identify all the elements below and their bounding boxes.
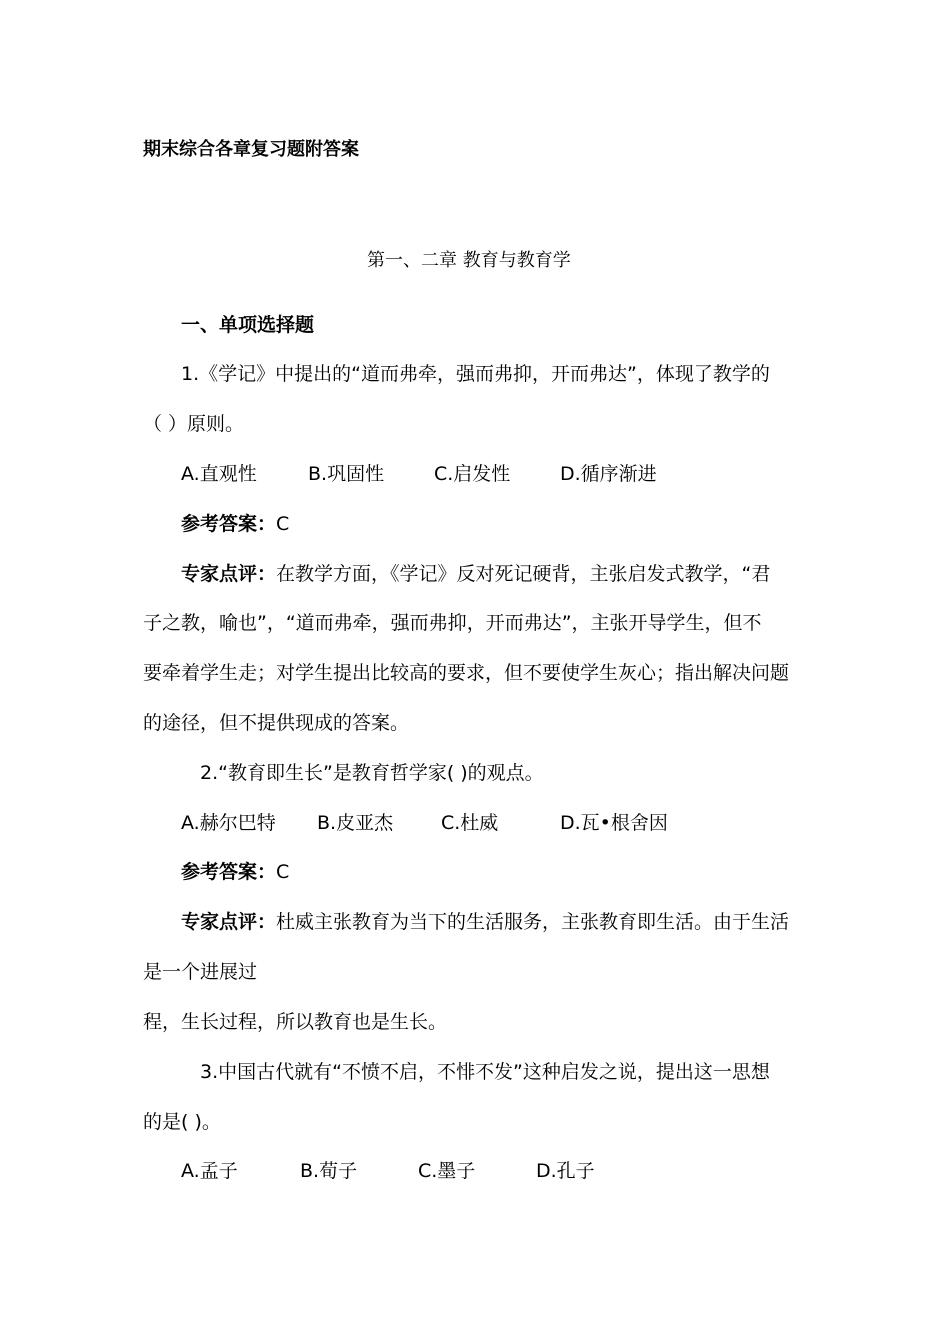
- question-2-option-b: B.皮亚杰: [317, 812, 394, 834]
- question-2-option-a: A.赫尔巴特: [181, 812, 276, 834]
- answer-value: C: [276, 513, 290, 535]
- question-3-stem-line-2: 的是( )。: [143, 1111, 221, 1133]
- question-1-answer: [181, 512, 289, 536]
- question-3-option-d: D.孔子: [536, 1160, 595, 1182]
- section-heading: 一、单项选择题: [181, 314, 315, 336]
- comment-label: 专家点评：: [181, 563, 277, 585]
- question-2-comment-line-2: 是一个进展过: [143, 961, 258, 983]
- question-1-option-a: A.直观性: [181, 463, 257, 485]
- question-1-comment-line-4: 的途径，但不提供现成的答案。: [143, 712, 410, 734]
- question-2-answer: [181, 860, 289, 884]
- comment-text: 在教学方面，《学记》反对死记硬背，主张启发式教学，“君: [276, 563, 771, 585]
- question-2-comment-line-3: 程，生长过程，所以教育也是生长。: [143, 1011, 448, 1033]
- chapter-heading: 第一、二章 教育与教育学: [367, 250, 571, 271]
- document-title: 期末综合各章复习题附答案: [143, 139, 359, 160]
- comment-label: 专家点评：: [181, 911, 277, 933]
- question-1-option-c: C.启发性: [434, 463, 511, 485]
- question-1-option-b: B.巩固性: [308, 463, 385, 485]
- question-1-comment-line-3: 要牵着学生走；对学生提出比较高的要求，但不要使学生灰心；指出解决问题: [143, 662, 790, 684]
- question-3-stem-line-1: 3.中国古代就有“不愤不启，不悱不发”这种启发之说，提出这一思想: [200, 1061, 770, 1083]
- question-1-stem-line-1: 1.《学记》中提出的“道而弗牵，强而弗抑，开而弗达”，体现了教学的: [181, 363, 770, 385]
- question-3-option-a: A.孟子: [181, 1160, 238, 1182]
- question-2-stem-line-1: 2.“教育即生长”是教育哲学家( )的观点。: [200, 762, 544, 784]
- question-2-option-c: C.杜威: [441, 812, 499, 834]
- question-3-option-b: B.荀子: [300, 1160, 358, 1182]
- question-3-option-c: C.墨子: [418, 1160, 476, 1182]
- question-2-option-d: D.瓦•根舍因: [560, 812, 668, 834]
- question-1-comment-line-1: [181, 562, 770, 586]
- question-1-comment-line-2: 子之教，喻也”，“道而弗牵，强而弗抑，开而弗达”，主张开导学生，但不: [143, 612, 762, 634]
- question-1-option-d: D.循序渐进: [560, 463, 657, 485]
- answer-label: 参考答案：: [181, 513, 277, 535]
- answer-label: 参考答案：: [181, 861, 277, 883]
- question-2-comment-line-1: [181, 910, 789, 934]
- answer-value: C: [276, 861, 290, 883]
- question-1-stem-line-2: （ ）原则。: [143, 413, 245, 435]
- comment-text: 杜威主张教育为当下的生活服务，主张教育即生活。由于生活: [276, 911, 790, 933]
